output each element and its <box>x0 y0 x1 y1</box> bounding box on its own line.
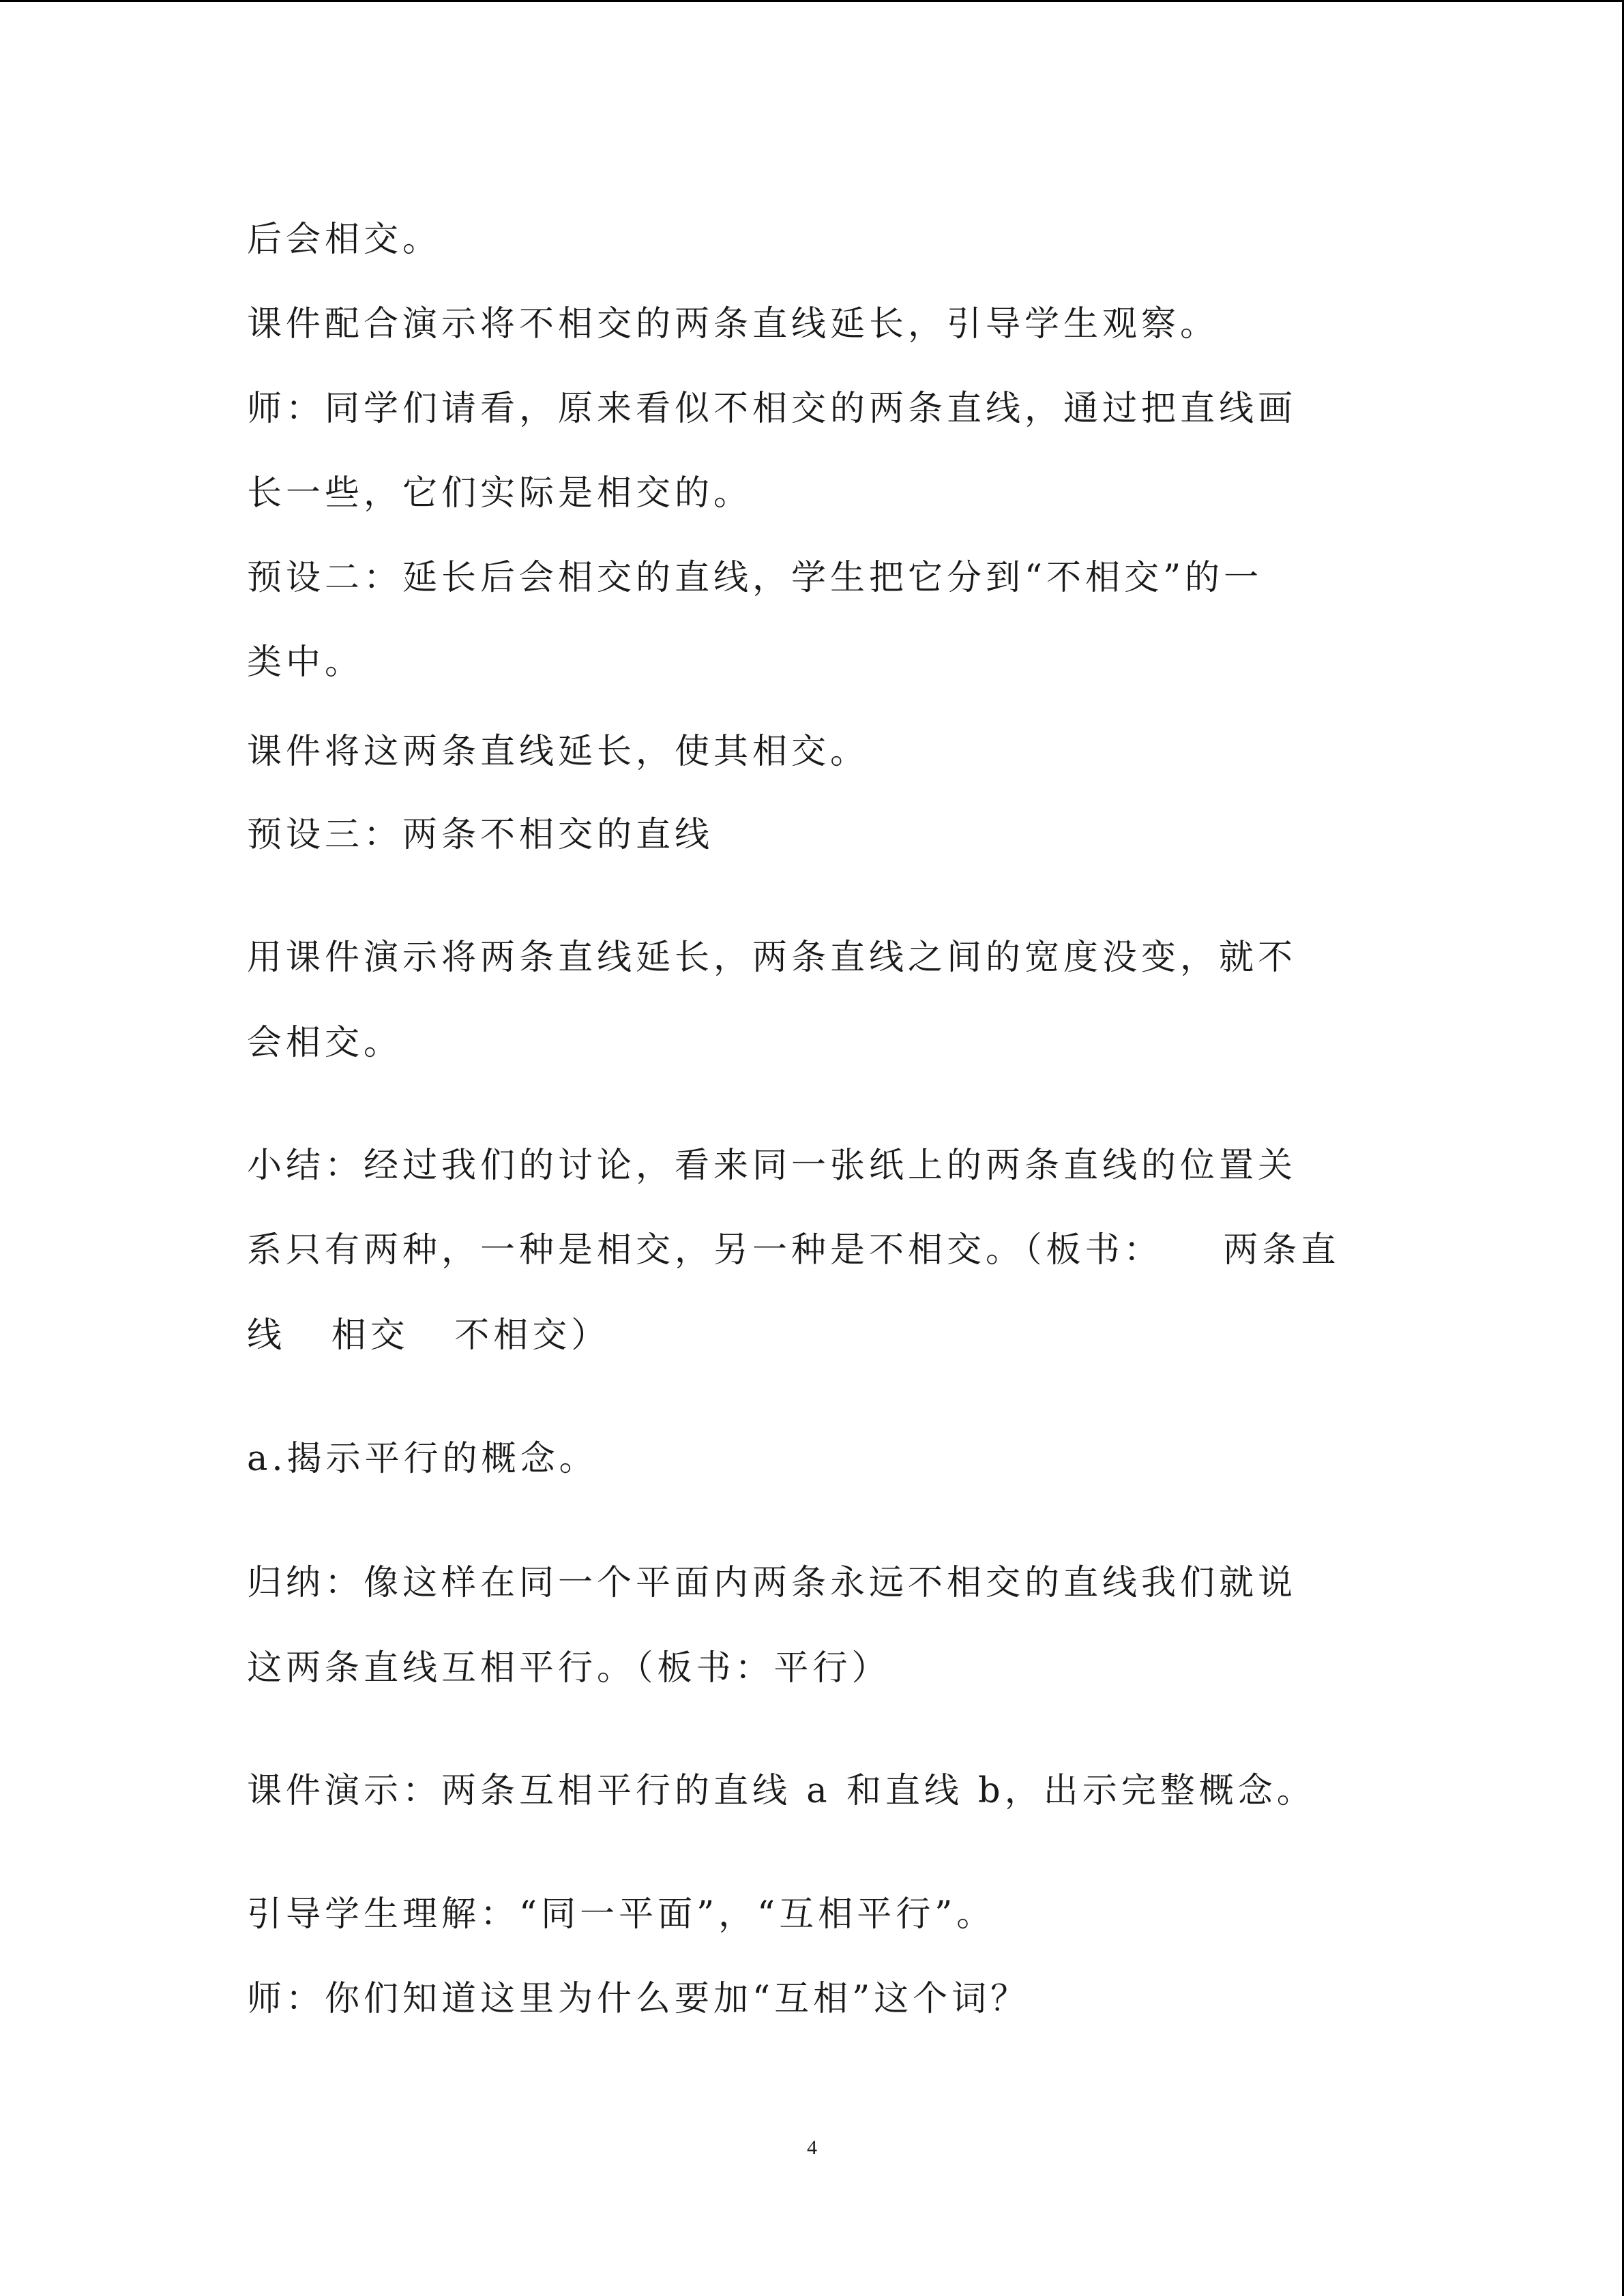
text-line: 会相交。 <box>247 1023 403 1063</box>
page-number: 4 <box>807 2136 817 2159</box>
text-line: 小结：经过我们的讨论，看来同一张纸上的两条直线的位置关 <box>247 1146 1297 1186</box>
text-line: 后会相交。 <box>247 220 442 260</box>
text-line: 课件将这两条直线延长，使其相交。 <box>247 732 870 772</box>
text-line: 预设二：延长后会相交的直线，学生把它分到“不相交”的一 <box>247 558 1263 598</box>
text-line: 这两条直线互相平行。（板书：平行） <box>247 1648 891 1688</box>
text-line: 系只有两种，一种是相交，另一种是不相交。（板书： 两条直 <box>247 1230 1340 1270</box>
text-line: 预设三：两条不相交的直线 <box>247 815 714 855</box>
text-line: 用课件演示将两条直线延长，两条直线之间的宽度没变，就不 <box>247 938 1297 978</box>
text-line: 线 相交 不相交） <box>247 1315 610 1356</box>
text-line: 课件演示：两条互相平行的直线 a 和直线 b，出示完整概念。 <box>247 1771 1316 1811</box>
text-line: 长一些，它们实际是相交的。 <box>247 473 753 513</box>
text-line: 课件配合演示将不相交的两条直线延长，引导学生观察。 <box>247 304 1220 344</box>
text-line: 师：你们知道这里为什么要加“互相”这个词？ <box>247 1979 1030 2019</box>
text-line: a.揭示平行的概念。 <box>247 1439 598 1479</box>
text-line: 引导学生理解：“同一平面”，“互相平行”。 <box>247 1894 996 1935</box>
text-line: 归纳：像这样在同一个平面内两条永远不相交的直线我们就说 <box>247 1563 1297 1603</box>
text-line: 师：同学们请看，原来看似不相交的两条直线，通过把直线画 <box>247 389 1297 429</box>
text-line: 类中。 <box>247 642 364 683</box>
